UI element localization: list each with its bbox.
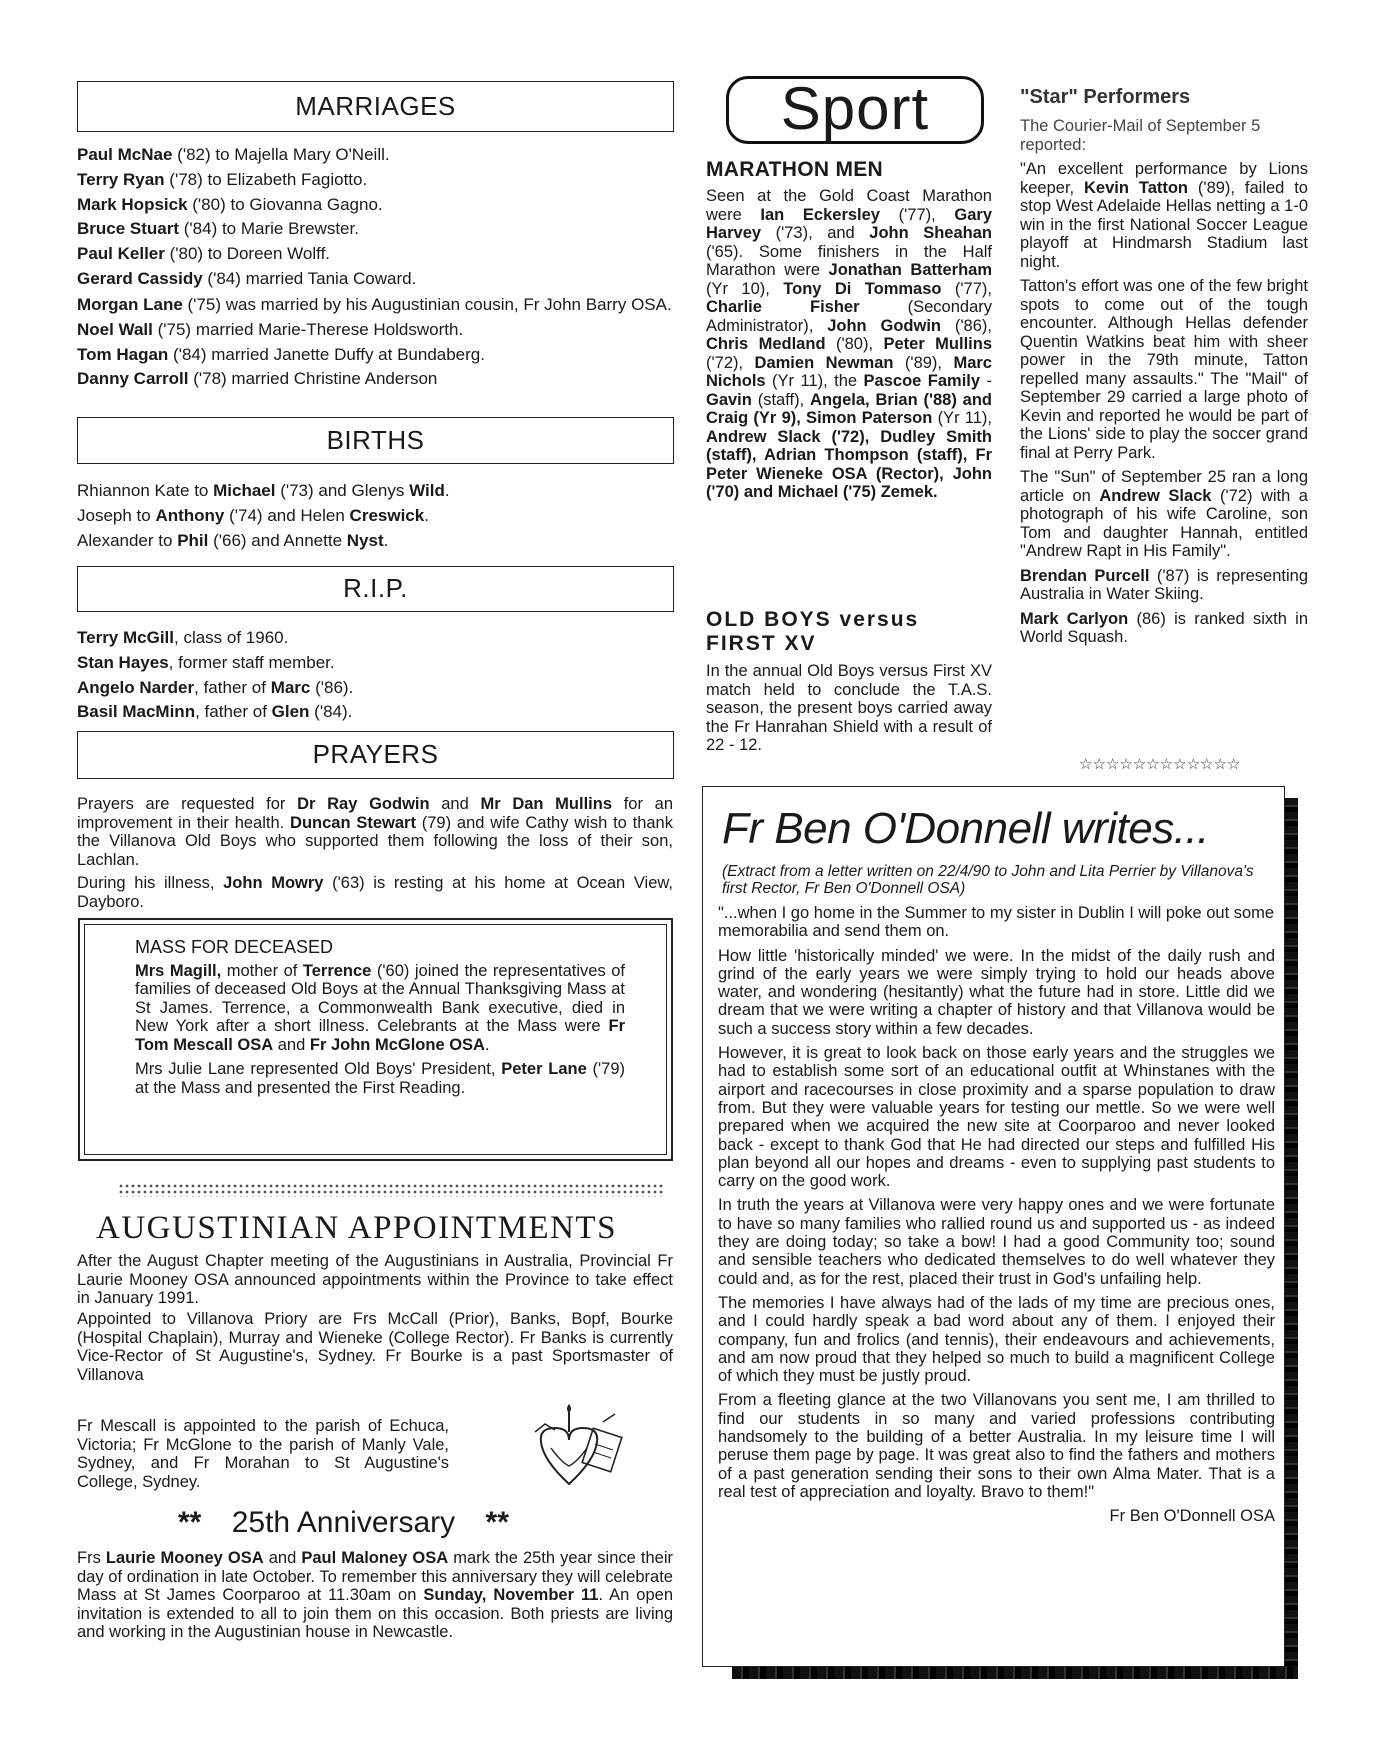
- marriage-entry: Terry Ryan ('78) to Elizabeth Fagiotto.: [77, 169, 368, 189]
- rip-entry: Basil MacMinn, father of Glen ('84).: [77, 702, 353, 722]
- marriage-entry: Tom Hagan ('84) married Janette Duffy at Bundaberg.: [77, 344, 485, 364]
- marathon-heading: MARATHON MEN: [706, 158, 884, 181]
- mass-paragraph: Mrs Julie Lane represented Old Boys' President, Peter Lane ('79) at the Mass and presented the First Reading.: [135, 1060, 626, 1097]
- star-paragraph: The "Sun" of September 25 ran a long article on Andrew Slack ('72) with a photograph of his wife Caroline, son Tom and daughter Hannah, entitled "Andrew Rapt in His Family".: [1020, 468, 1308, 560]
- prayers-heading-box: [77, 731, 674, 779]
- letter-paragraph: However, it is great to look back on those early years and the struggles we had to establish some sort of an educational outfit at Whinstanes with the airport and racecourses in close proximity and a sparse population to draw from. But they were valuable years for testing our mettle. So we were well prepared when we acquired the new site at Coorparoo and never looked back - except to thank God that He had directed our steps and fulfilled His plan beyond all our hopes and dreams - even to supplying past students to carry on the good work.: [718, 1044, 1275, 1191]
- letter-paragraph: From a fleeting glance at the two Villanovans you sent me, I am thrilled to find our students in so many and varied professions contributing handsomely to the building of a better Australia. In my leisure time I will peruse them page by page. It was great also to find the fathers and mothers of a past generation sending their sons to their own Alma Mater. That is a real test of appreciation and loyalty. Bravo to them!": [718, 1391, 1275, 1501]
- augustinian-paragraph: Fr Mescall is appointed to the parish of Echuca, Victoria; Fr McGlone to the parish of Manly Vale, Sydney, and Fr Morahan to St Augustine's College, Sydney.: [77, 1417, 449, 1491]
- anniversary-heading-row: [178, 1506, 598, 1540]
- marriage-entry: Bruce Stuart ('84) to Marie Brewster.: [77, 219, 359, 239]
- old-boys-body: [706, 662, 992, 755]
- prayers-paragraph: Prayers are requested for Dr Ray Godwin and Mr Dan Mullins for an improvement in their health. Duncan Stewart (79) and wife Cathy wish to thank the Villanova Old Boys who supported them following the loss of their son, Lachlan.: [77, 795, 673, 869]
- old-boys-paragraph: In the annual Old Boys versus First XV match held to conclude the T.A.S. season, the present boys carried away the Fr Hanrahan Shield with a result of 22 - 12.: [706, 662, 992, 754]
- letter-subtitle: (Extract from a letter written on 22/4/90 to John and Lita Perrier by Villanova's first Rector, Fr Ben O'Donnell OSA): [722, 863, 1254, 897]
- star-body: [1020, 117, 1308, 647]
- augustinian-body: [77, 1252, 673, 1314]
- star-row-icon: ☆☆☆☆☆☆☆☆☆☆☆☆: [1079, 755, 1241, 773]
- letter-shadow-bottom: [732, 1667, 1298, 1679]
- births-heading: BIRTHS: [326, 425, 425, 455]
- letter-title: Fr Ben O'Donnell writes...: [722, 804, 1209, 853]
- anniversary-stars-right: **: [485, 1506, 509, 1539]
- births-heading-box: [77, 417, 674, 464]
- anniversary-body: [77, 1549, 673, 1642]
- star-paragraph: Brendan Purcell ('87) is representing Australia in Water Skiing.: [1020, 566, 1308, 603]
- rip-heading-box: [77, 566, 674, 612]
- anniversary-paragraph: Frs Laurie Mooney OSA and Paul Maloney OSA mark the 25th year since their day of ordination in late October. To remember this anniversary they will celebrate Mass at St James Coorparoo at 11.30am on Sunday, November 11. An open invitation is extended to all to join them on this occasion. Both priests are living and working in the Augustinian house in Newcastle.: [77, 1549, 673, 1641]
- mass-paragraph: Mrs Magill, mother of Terrence ('60) joined the representatives of families of deceased Old Boys at the Annual Thanksgiving Mass at St James. Terrence, a Commonwealth Bank executive, died in New York after a short illness. Celebrants at the Mass were Fr Tom Mescall OSA and Fr John McGlone OSA.: [135, 961, 625, 1054]
- rip-entry: Angelo Narder, father of Marc ('86).: [77, 677, 354, 697]
- anniversary-heading: 25th Anniversary: [231, 1506, 456, 1539]
- marriage-entry: Mark Hopsick ('80) to Giovanna Gagno.: [77, 194, 383, 214]
- marriage-entry: Danny Carroll ('78) married Christine Anderson: [77, 369, 438, 389]
- augustinian-paragraph: After the August Chapter meeting of the Augustinians in Australia, Provincial Fr Laurie Mooney OSA announced appointments within the Province to take effect in January 1991.: [77, 1252, 673, 1307]
- letter-signature: Fr Ben O'Donnell OSA: [1109, 1507, 1275, 1526]
- star-paragraph: "An excellent performance by Lions keeper, Kevin Tatton ('89), failed to stop West Adelaide Hellas netting a 1-0 win in the first National Soccer League playoff at Hindmarsh Stadium last night.: [1020, 160, 1308, 271]
- letter-paragraph: How little 'historically minded' we were. In the midst of the daily rush and grind of the early years we were simply trying to hold our heads above water, and wondering (hesitantly) what the future had in store. Little did we dream that we were writing a chapter of history and that Villanova would be such a success story within a few decades.: [718, 946, 1275, 1038]
- birth-entry: Joseph to Anthony ('74) and Helen Creswick.: [77, 505, 429, 525]
- rip-entry: Stan Hayes, former staff member.: [77, 652, 335, 672]
- letter-paragraph: The memories I have always had of the lads of my time are precious ones, and I could hardly speak a bad word about any of them. I enjoyed their company, fun and frolics (and tennis), their endeavours and achievements, and am now proud that they helped so much to build a magnificent College of which they must be justly proud.: [718, 1293, 1275, 1386]
- rip-heading: R.I.P.: [343, 573, 408, 603]
- birth-entry: Alexander to Phil ('66) and Annette Nyst.: [77, 530, 389, 550]
- augustinian-paragraph: Appointed to Villanova Priory are Frs McCall (Prior), Banks, Bopf, Bourke (Hospital Chaplain), Murray and Wieneke (College Rector). Fr Banks is currently Vice-Rector of St Augustine's, Sydney. Fr Bourke is a past Sportsmaster of Villanova: [77, 1310, 673, 1384]
- birth-entry: Rhiannon Kate to Michael ('73) and Glenys Wild.: [77, 481, 450, 500]
- heart-candle-icon: [527, 1402, 635, 1502]
- letter-body: [718, 904, 1275, 1532]
- prayers-body: [77, 795, 673, 911]
- star-heading: "Star" Performers: [1020, 86, 1191, 108]
- augustinian-body-3: [77, 1417, 449, 1491]
- anniversary-stars-left: **: [178, 1506, 202, 1539]
- augustinian-body-2: [77, 1310, 673, 1390]
- old-boys-heading: OLD BOYS versus FIRST XV: [706, 608, 920, 655]
- letter-shadow-right: [1285, 798, 1298, 1679]
- mass-heading: MASS FOR DECEASED: [135, 937, 334, 957]
- marriages-heading: MARRIAGES: [295, 91, 456, 121]
- births-list: [77, 479, 673, 553]
- marriage-entry: Paul McNae ('82) to Majella Mary O'Neill.: [77, 145, 390, 164]
- augustinian-heading: AUGUSTINIAN APPOINTMENTS: [96, 1210, 617, 1246]
- letter-paragraph: "...when I go home in the Summer to my sister in Dublin I will poke out some memorabilia and send them on.: [718, 904, 1275, 941]
- star-paragraph: Mark Carlyon (86) is ranked sixth in World Squash.: [1020, 609, 1308, 646]
- prayers-paragraph: During his illness, John Mowry ('63) is resting at his home at Ocean View, Dayboro.: [77, 874, 673, 911]
- marathon-paragraph: Seen at the Gold Coast Marathon were Ian Eckersley ('77), Gary Harvey ('73), and John Sheahan ('65). Some finishers in the Half Marathon were Jonathan Batterham (Yr 10), Tony Di Tommaso ('77), Charlie Fisher (Secondary Administrator), John Godwin ('86), Chris Medland ('80), Peter Mullins ('72), Damien Newman ('89), Marc Nichols (Yr 11), the Pascoe Family - Gavin (staff), Angela, Brian ('88) and Craig (Yr 9), Simon Paterson (Yr 11), Andrew Slack ('72), Dudley Smith (staff), Adrian Thompson (staff), Fr Peter Wieneke OSA (Rector), John ('70) and Michael ('75) Zemek.: [706, 187, 993, 501]
- sport-title: Sport: [726, 76, 984, 144]
- star-paragraph: Tatton's effort was one of the few bright spots to come out of the tough encounter. Although Hellas defender Quentin Watkins beat him with sheer power in the 79th minute, Tatton repelled many assaults." The "Mail" of September 29 carried a large photo of Kevin and reported he would be part of the Lions' side to play the soccer grand final at Perry Park.: [1020, 277, 1308, 462]
- marathon-body: [706, 187, 992, 502]
- marriages-heading-box: [77, 81, 674, 132]
- mass-content: [135, 938, 625, 1097]
- marriage-entry: Morgan Lane ('75) was married by his Augustinian cousin, Fr John Barry OSA.: [77, 294, 672, 314]
- prayers-heading: PRAYERS: [312, 739, 439, 769]
- dotted-divider: [118, 1183, 663, 1197]
- marriage-entry: Noel Wall ('75) married Marie-Therese Holdsworth.: [77, 319, 464, 339]
- rip-entry: Terry McGill, class of 1960.: [77, 628, 289, 647]
- marriage-entry: Gerard Cassidy ('84) married Tania Coward.: [77, 268, 417, 288]
- letter-paragraph: In truth the years at Villanova were very happy ones and we were fortunate to have so many families who rallied round us and supported us - as indeed they are doing today; so take a bow! I had a good Community too; sound and sensible teachers who dedicated themselves to do well whatever they could and, as for the rest, placed their trust in God's unfailing help.: [718, 1196, 1275, 1288]
- marriage-entry: Paul Keller ('80) to Doreen Wolff.: [77, 244, 331, 264]
- marriages-list: [77, 143, 673, 392]
- star-paragraph: The Courier-Mail of September 5 reported:: [1020, 117, 1261, 154]
- rip-list: [77, 626, 673, 725]
